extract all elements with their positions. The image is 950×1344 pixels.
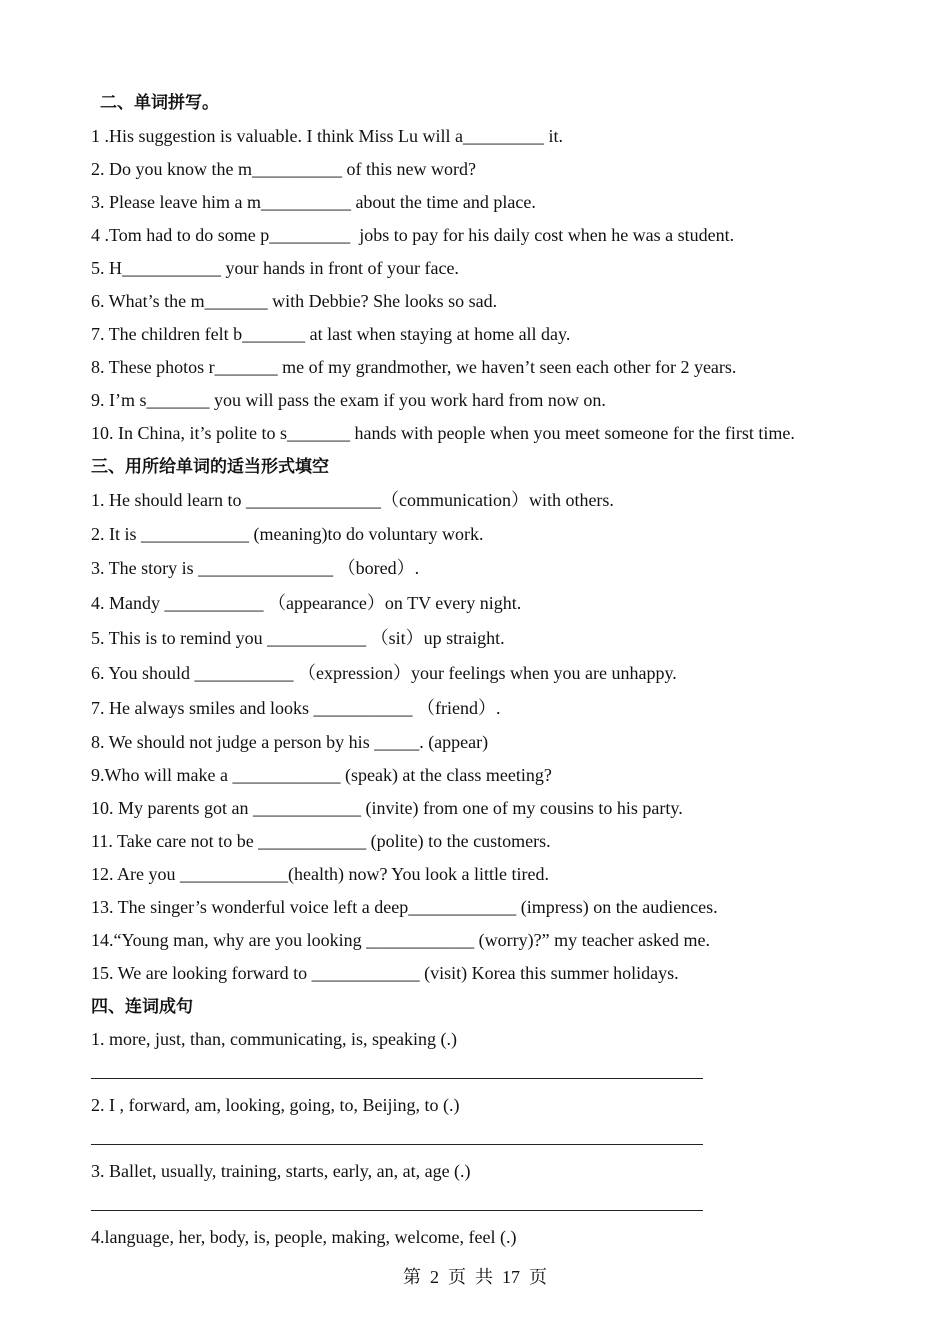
spelling-item-10: 10. In China, it’s polite to s_______ hands with people when you meet someone for the first time. [91,423,795,443]
word-form-item-6: 6. You should ___________ （expression）your feelings when you are unhappy. [91,663,677,683]
spelling-item-1: 1 .His suggestion is valuable. I think Miss Lu will a_________ it. [91,126,563,146]
section-heading-sentence-building: 四、连词成句 [91,997,193,1017]
spelling-item-5: 5. H___________ your hands in front of your face. [91,258,459,278]
spelling-item-4: 4 .Tom had to do some p_________ jobs to pay for his daily cost when he was a student. [91,225,735,245]
spelling-item-2: 2. Do you know the m__________ of this new word? [91,159,476,179]
word-form-item-13: 13. The singer’s wonderful voice left a deep____________ (impress) on the audiences. [91,897,718,917]
word-form-item-3: 3. The story is _______________ （bored）. [91,558,420,578]
word-form-item-14: 14.“Young man, why are you looking ____________ (worry)?” my teacher asked me. [91,930,711,950]
sentence-item-3: 3. Ballet, usually, training, starts, early, an, at, age (.) [91,1161,471,1181]
word-form-item-4: 4. Mandy ___________ （appearance）on TV every night. [91,593,522,613]
sentence-item-1: 1. more, just, than, communicating, is, speaking (.) [91,1029,457,1049]
answer-line-1 [91,1078,703,1079]
section-heading-word-forms: 三、用所给单词的适当形式填空 [91,457,329,477]
word-form-item-7: 7. He always smiles and looks ___________ （friend）. [91,698,501,718]
word-form-item-9: 9.Who will make a ____________ (speak) at the class meeting? [91,765,552,785]
word-form-item-10: 10. My parents got an ____________ (invite) from one of my cousins to his party. [91,798,683,818]
word-form-item-15: 15. We are looking forward to ____________ (visit) Korea this summer holidays. [91,963,679,983]
word-form-item-11: 11. Take care not to be ____________ (polite) to the customers. [91,831,551,851]
word-form-item-12: 12. Are you ____________(health) now? You look a little tired. [91,864,549,884]
word-form-item-5: 5. This is to remind you ___________ （sit）up straight. [91,628,505,648]
word-form-item-2: 2. It is ____________ (meaning)to do voluntary work. [91,524,484,544]
word-form-item-1: 1. He should learn to _______________（communication）with others. [91,490,614,510]
section-heading-spelling: 二、单词拼写。 [100,93,219,113]
sentence-item-4: 4.language, her, body, is, people, making, welcome, feel (.) [91,1227,517,1247]
spelling-item-9: 9. I’m s_______ you will pass the exam if you work hard from now on. [91,390,606,410]
spelling-item-8: 8. These photos r_______ me of my grandmother, we haven’t seen each other for 2 years. [91,357,737,377]
word-form-item-8: 8. We should not judge a person by his _____. (appear) [91,732,489,752]
answer-line-2 [91,1144,703,1145]
sentence-item-2: 2. I , forward, am, looking, going, to, Beijing, to (.) [91,1095,460,1115]
spelling-item-3: 3. Please leave him a m__________ about the time and place. [91,192,536,212]
answer-line-3 [91,1210,703,1211]
page-number-footer: 第 2 页 共 17 页 [403,1267,547,1287]
spelling-item-6: 6. What’s the m_______ with Debbie? She looks so sad. [91,291,498,311]
spelling-item-7: 7. The children felt b_______ at last when staying at home all day. [91,324,571,344]
